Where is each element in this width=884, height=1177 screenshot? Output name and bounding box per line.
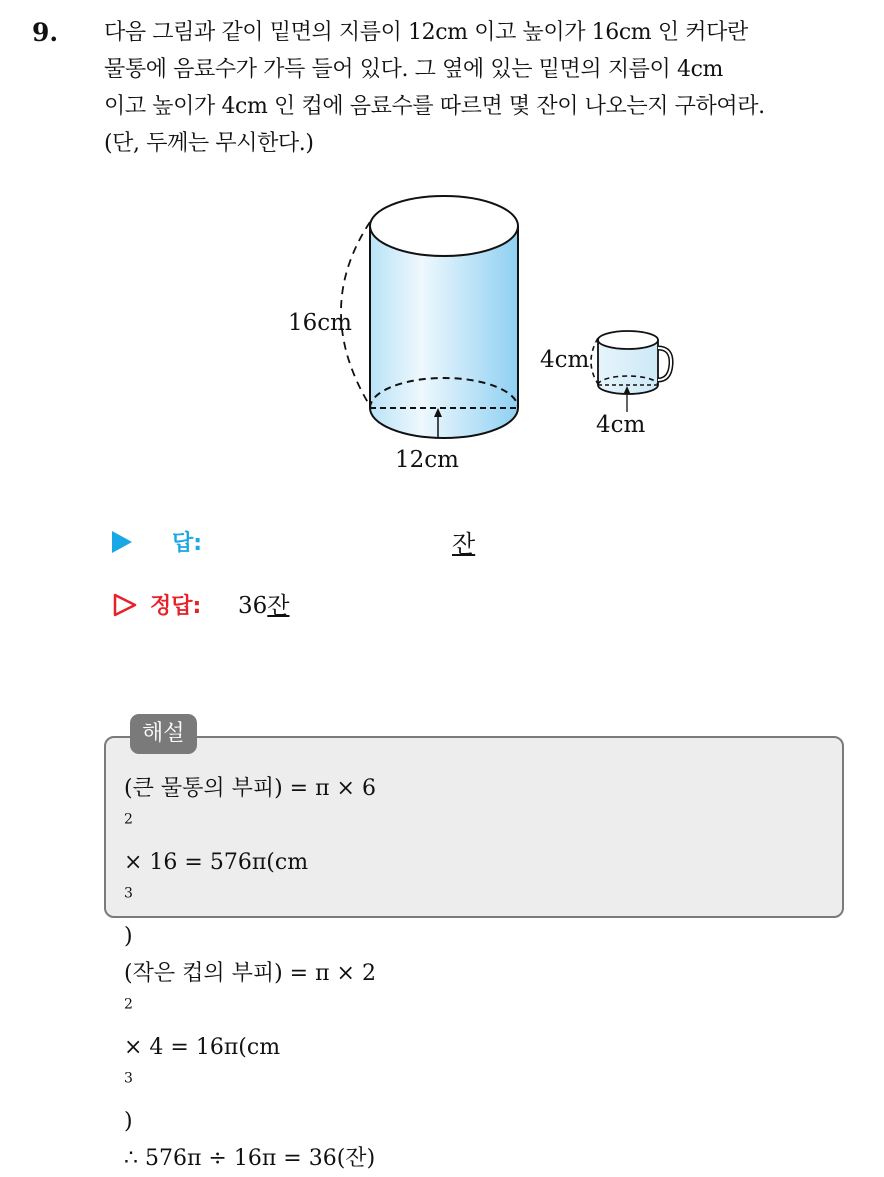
solution-tag: 해설	[130, 714, 197, 754]
correct-label: 정답:	[150, 594, 202, 619]
cup-height-label: 4cm	[540, 347, 590, 373]
big-cylinder	[341, 196, 518, 438]
question-line-2: 물통에 음료수가 가득 들어 있다. 그 옆에 있는 밑면의 지름이 4cm	[104, 57, 723, 82]
correct-value	[238, 587, 290, 620]
correct-number: 36	[238, 593, 268, 619]
big-diameter-label: 12cm	[395, 447, 459, 473]
question-line-3: 이고 높이가 4cm 인 컵에 음료수를 따르면 몇 잔이 나오는지 구하여라.	[104, 94, 765, 119]
answer-label: 답:	[172, 531, 203, 556]
solution-line-2: (작은 컵의 부피) = π × 2 $^2$ × 4 = 16π(cm $^3$ )	[124, 961, 376, 1134]
answer-unit: 잔	[452, 530, 476, 558]
answer-marker-icon	[112, 531, 132, 553]
cup-diameter-label: 4cm	[596, 412, 646, 438]
question-number: 9.	[32, 18, 59, 47]
solution-lines	[124, 770, 376, 1177]
cup	[591, 331, 671, 412]
solution-line-3: ∴ 576π ÷ 16π = 36(잔)	[124, 1146, 376, 1171]
solution-line-1: (큰 물통의 부피) = π × 6 $^2$ × 16 = 576π(cm $^3$ )	[124, 776, 376, 949]
cylinder-figure	[0, 180, 884, 480]
question-line-1: 다음 그림과 같이 밑면의 지름이 12cm 이고 높이가 16cm 인 커다란	[104, 20, 748, 45]
correct-unit: 잔	[267, 593, 290, 619]
big-height-label: 16cm	[288, 310, 352, 336]
question-text	[104, 14, 864, 162]
correct-marker-icon	[112, 592, 138, 618]
question-line-4: (단, 두께는 무시한다.)	[104, 131, 314, 156]
